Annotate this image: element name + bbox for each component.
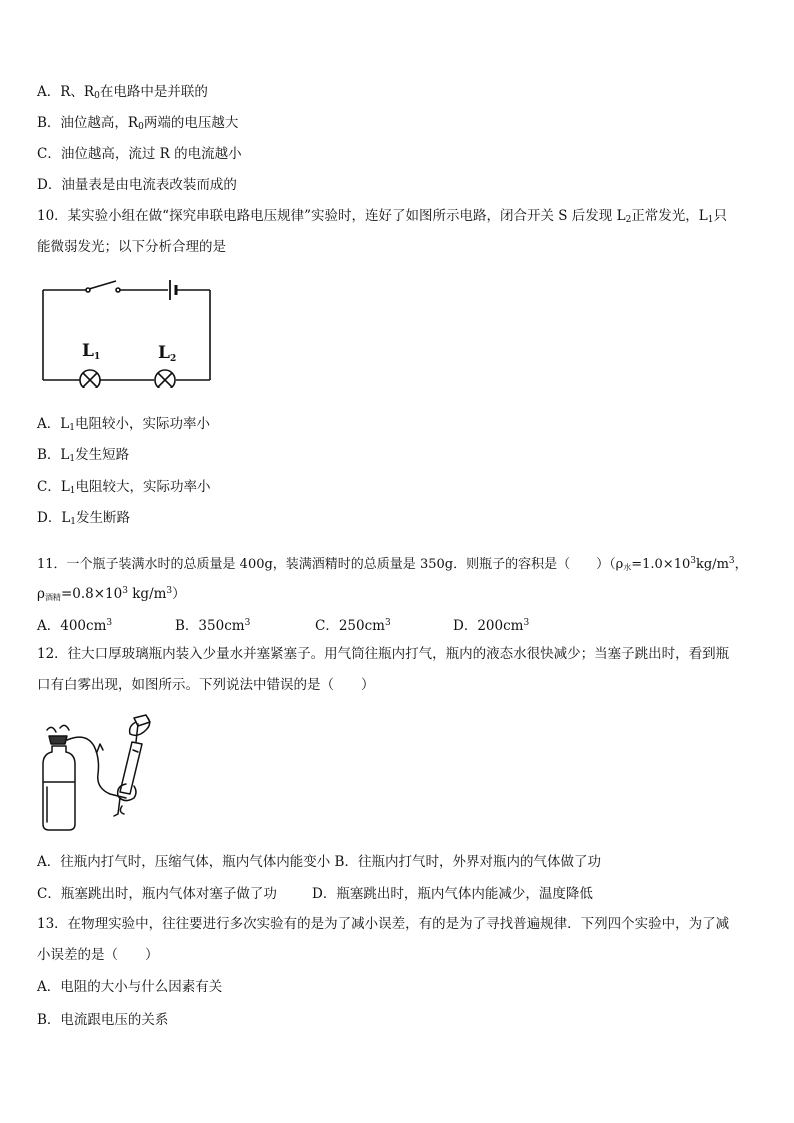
q11-option-a: A．$400cm^3$ <box>37 618 113 634</box>
q9-option-c: C．油位越高，流过 R 的电流越小 <box>37 146 242 162</box>
q13-stem-line1: 13．在物理实验中，往往要进行多次实验有的是为了减小误差，有的是为了寻找普遍规律．下列四个实验中，为了减 <box>37 916 730 932</box>
q11-stem-line2: $\rho_{酒精}=0.8\times 10^3$ $kg/m^3$） <box>37 586 186 602</box>
q10-figure-label-l1: L1 <box>82 341 101 362</box>
q9-option-d: D．油量表是由电流表改装而成的 <box>37 177 237 193</box>
q12-stem-line1: 12．往大口厚玻璃瓶内装入少量水并塞紧塞子。用气筒往瓶内打气，瓶内的液态水很快减少；当塞子跳出时，看到瓶 <box>37 646 730 662</box>
q13-option-b: B．电流跟电压的关系 <box>37 1012 169 1028</box>
q10-option-b: B．$L_1$发生短路 <box>37 447 130 464</box>
q12-pump-bottle-figure <box>34 712 164 834</box>
q12-option-d: D．瓶塞跳出时，瓶内气体内能减少，温度降低 <box>312 886 593 902</box>
q12-stem-line2: 口有白雾出现，如图所示。下列说法中错误的是（ ） <box>37 677 375 693</box>
q10-option-c: C．$L_1$电阻较大，实际功率小 <box>37 479 211 496</box>
q12-option-c: C．瓶塞跳出时，瓶内气体对塞子做了功 <box>37 886 277 902</box>
q11-option-d: D．$200cm^3$ <box>453 618 530 634</box>
q12-options-a-b: A．往瓶内打气时，压缩气体，瓶内气体内能变小 B．往瓶内打气时，外界对瓶内的气体做了功 <box>37 854 601 870</box>
q11-option-c: C．$250cm^3$ <box>315 618 391 634</box>
q11-stem-line1: 11．一个瓶子装满水时的总质量是 400g，装满酒精时的总质量是 350g．则瓶子的容积是（ ）（$\rho_水=1.0\times 10^3kg/m^3$， <box>37 556 748 572</box>
q9-option-b: B．油位越高，$R_0$两端的电压越大 <box>37 115 239 132</box>
q13-option-a: A．电阻的大小与什么因素有关 <box>37 979 223 995</box>
q10-stem-line1: 10．某实验小组在做“探究串联电路电压规律”实验时，连好了如图所示电路，闭合开关 S 后发现 $L_2$正常发光，$L_1$只 <box>37 208 728 225</box>
q13-stem-line2: 小误差的是（ ） <box>37 947 159 963</box>
q10-stem-line2: 能微弱发光；以下分析合理的是 <box>37 239 226 255</box>
q10-option-a: A．$L_1$电阻较小，实际功率小 <box>37 416 210 433</box>
q9-option-a: A．R、$R_0$在电路中是并联的 <box>37 84 208 101</box>
q11-option-b: B．$350cm^3$ <box>175 618 251 634</box>
q10-circuit-figure <box>38 276 216 388</box>
q10-figure-label-l2: L2 <box>158 343 177 364</box>
q10-option-d: D．$L_1$发生断路 <box>37 510 131 527</box>
